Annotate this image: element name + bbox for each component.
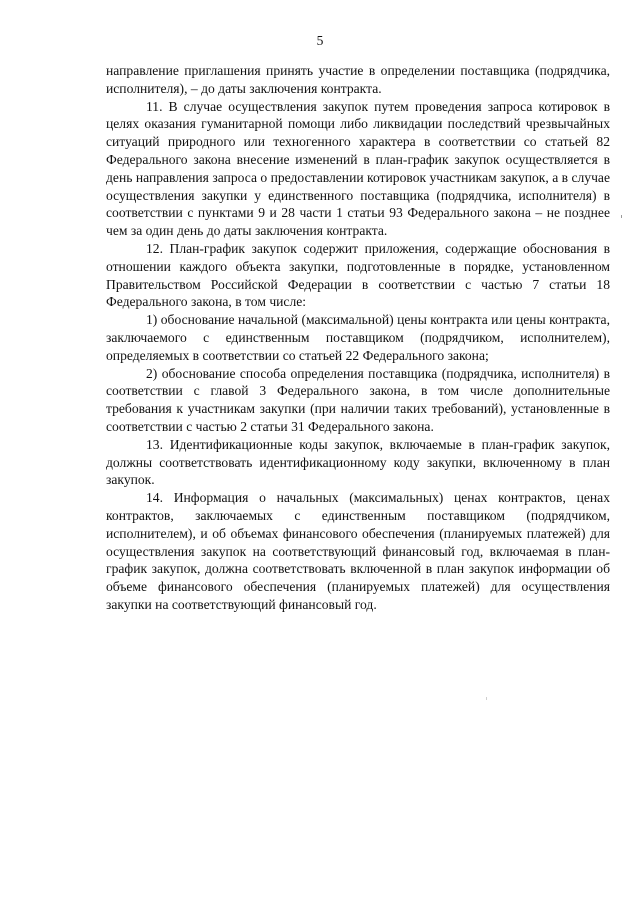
paragraph-12: 12. План-график закупок содержит приложения, содержащие обоснования в отношении каждого объекта закупки, подготовленные в порядке, установленном Правительством Российской Федерации в соответствии с частью 7 статьи 18 Федерального закона, в том числе:	[106, 240, 610, 310]
paragraph-11: 11. В случае осуществления закупок путем проведения запроса котировок в целях оказания гуманитарной помощи либо ликвидации последствий чрезвычайных ситуаций природного или техногенного характера в соответствии со статьей 82 Федерального закона внесение изменений в план-график закупок осуществляется в день направления запроса о предоставлении котировок участникам закупок, а в случае осуществления закупки у единственного поставщика (подрядчика, исполнителя) в соответствии с пунктами 9 и 28 части 1 статьи 93 Федерального закона – не позднее чем за один день до даты заключения контракта.	[106, 98, 610, 239]
paragraph-12-item-1: 1) обоснование начальной (максимальной) цены контракта или цены контракта, заключаемого с единственным поставщиком (подрядчиком, исполнителем), определяемых в соответствии со статьей 22 Федерального закона;	[106, 312, 610, 363]
body-text	[106, 62, 610, 614]
paragraph-12-item-2: 2) обоснование способа определения поставщика (подрядчика, исполнителя) в соответствии с главой 3 Федерального закона, в том числе дополнительные требования к участникам закупки (при наличии таких требований), установленные в соответствии с частью 2 статьи 31 Федерального закона.	[106, 365, 610, 434]
page-number: 5	[316, 33, 324, 48]
paragraph-continuation: направление приглашения принять участие в определении поставщика (подрядчика, исполнителя), – до даты заключения контракта.	[106, 63, 610, 96]
paragraph-14: 14. Информация о начальных (максимальных) ценах контрактов, ценах контрактов, заключаемых с единственным поставщиком (подрядчиком, исполнителем), и об объемах финансового обеспечения (планируемых платежей) для осуществления закупок на соответствующий финансовый год, включаемая в план-график закупок, должна соответствовать включенной в план закупок информации об объеме финансового обеспечения (планируемых платежей) для осуществления закупки на соответствующий финансовый год.	[106, 490, 610, 612]
scan-mark	[621, 215, 622, 218]
scan-mark	[486, 697, 487, 700]
paragraph-13: 13. Идентификационные коды закупок, включаемые в план-график закупок, должны соответствовать идентификационному коду закупки, включенному в план закупок.	[106, 436, 610, 488]
